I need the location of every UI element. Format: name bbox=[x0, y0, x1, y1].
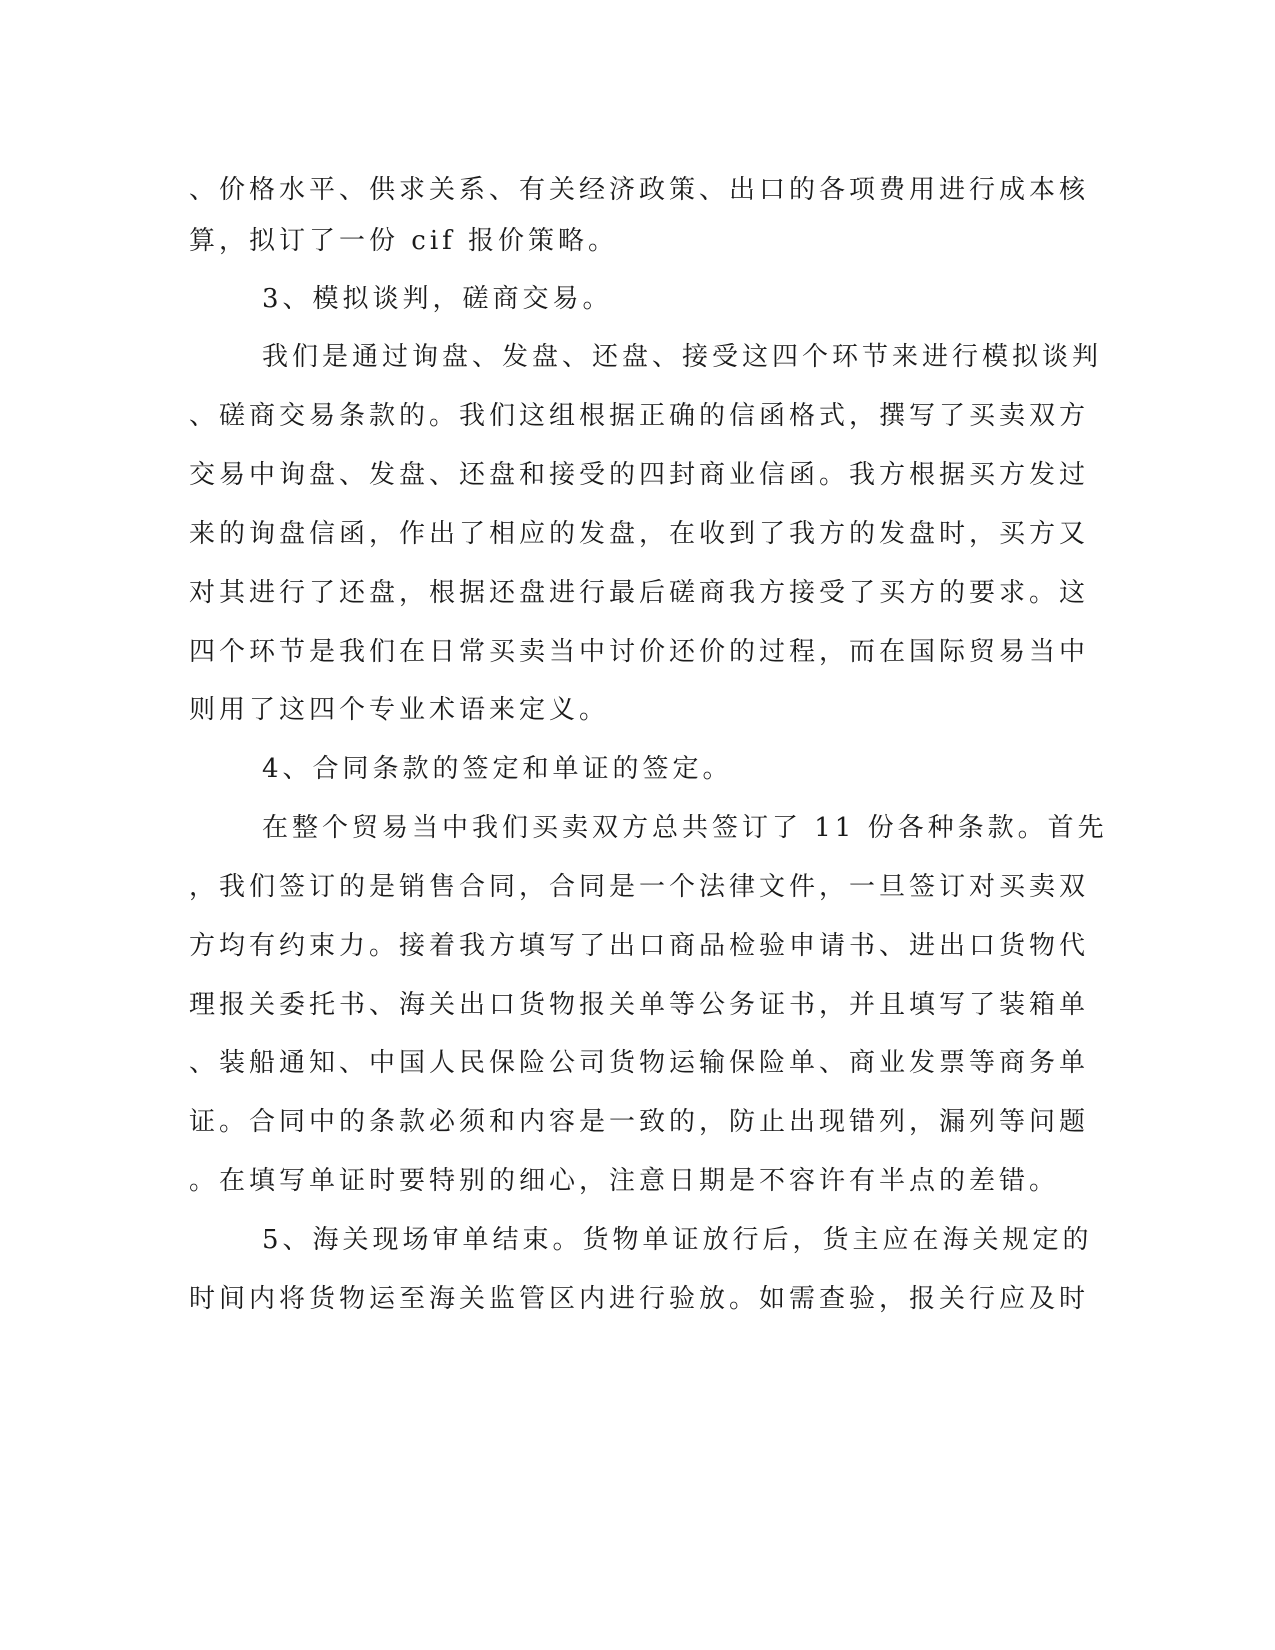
text-line-6: 交易中询盘、发盘、还盘和接受的四封商业信函。我方根据买方发过 bbox=[189, 460, 1090, 490]
text-line-20: 时间内将货物运至海关监管区内进行验放。如需查验，报关行应及时 bbox=[189, 1284, 1090, 1314]
text-line-9: 四个环节是我们在日常买卖当中讨价还价的过程，而在国际贸易当中 bbox=[189, 637, 1090, 667]
section-heading-5: 5、海关现场审单结束。货物单证放行后，货主应在海关规定的 bbox=[262, 1225, 1093, 1255]
text-line-13: ，我们签订的是销售合同，合同是一个法律文件，一旦签订对买卖双 bbox=[189, 872, 1090, 902]
text-line-1: 、价格水平、供求关系、有关经济政策、出口的各项费用进行成本核 bbox=[189, 175, 1090, 205]
section-heading-4: 4、合同条款的签定和单证的签定。 bbox=[262, 754, 733, 784]
text-line-8: 对其进行了还盘，根据还盘进行最后磋商我方接受了买方的要求。这 bbox=[189, 578, 1090, 608]
text-line-2: 算，拟订了一份 cif 报价策略。 bbox=[189, 226, 619, 256]
text-line-14: 方均有约束力。接着我方填写了出口商品检验申请书、进出口货物代 bbox=[189, 931, 1090, 961]
text-line-18: 。在填写单证时要特别的细心，注意日期是不容许有半点的差错。 bbox=[189, 1166, 1060, 1196]
text-line-7: 来的询盘信函，作出了相应的发盘，在收到了我方的发盘时，买方又 bbox=[189, 519, 1090, 549]
text-line-4: 我们是通过询盘、发盘、还盘、接受这四个环节来进行模拟谈判 bbox=[262, 342, 1103, 372]
text-line-17: 证。合同中的条款必须和内容是一致的，防止出现错列，漏列等问题 bbox=[189, 1107, 1090, 1137]
text-line-15: 理报关委托书、海关出口货物报关单等公务证书，并且填写了装箱单 bbox=[189, 990, 1090, 1020]
text-line-10: 则用了这四个专业术语来定义。 bbox=[189, 695, 610, 725]
text-line-16: 、装船通知、中国人民保险公司货物运输保险单、商业发票等商务单 bbox=[189, 1048, 1090, 1078]
text-line-5: 、磋商交易条款的。我们这组根据正确的信函格式，撰写了买卖双方 bbox=[189, 401, 1090, 431]
text-line-12: 在整个贸易当中我们买卖双方总共签订了 11 份各种条款。首先 bbox=[262, 813, 1108, 843]
section-heading-3: 3、模拟谈判，磋商交易。 bbox=[262, 284, 613, 314]
